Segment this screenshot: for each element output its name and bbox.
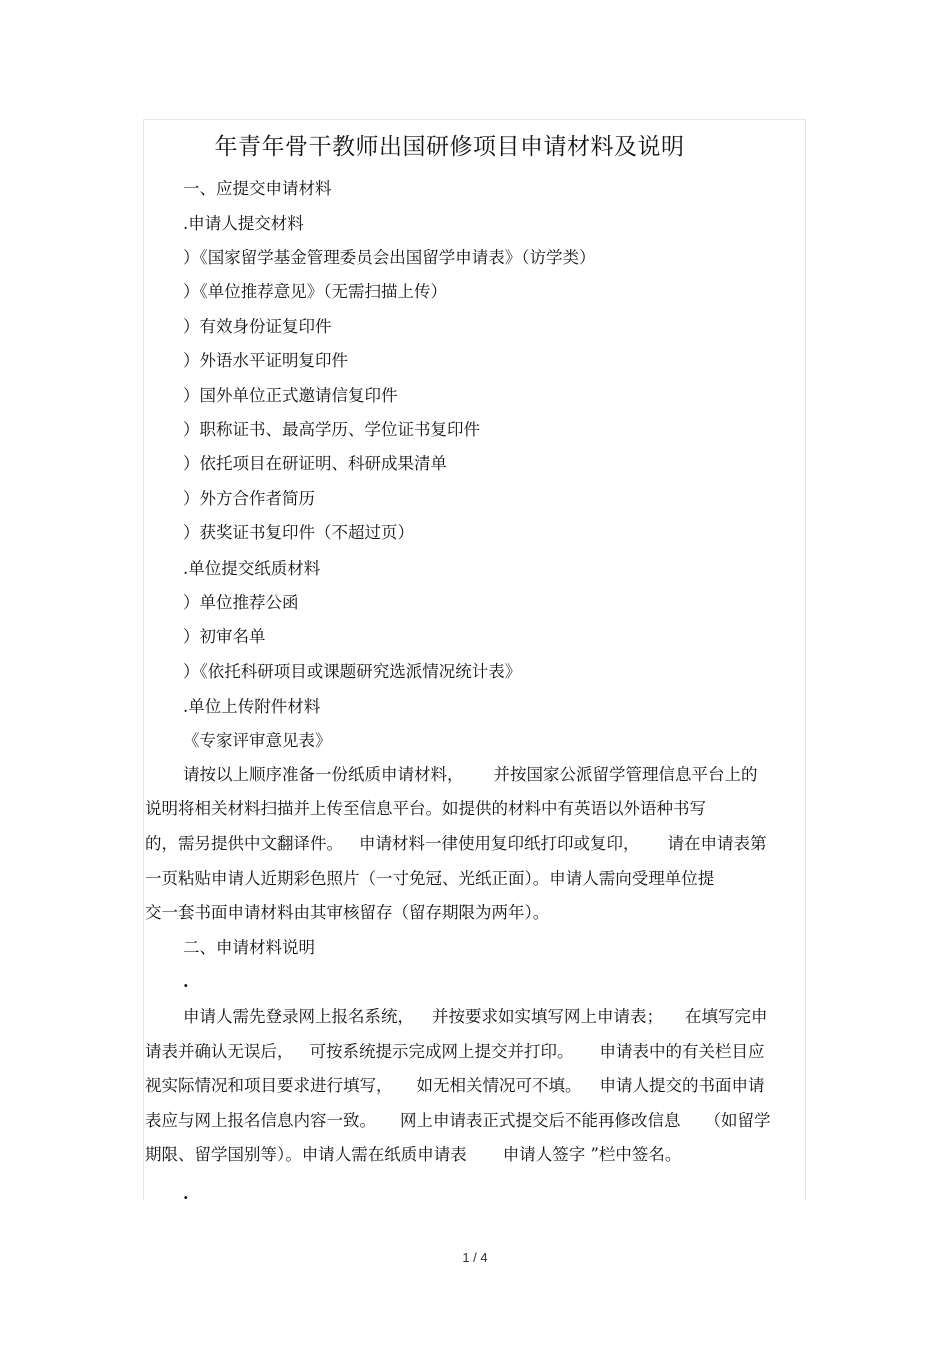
paragraph-line [183,1007,768,1027]
text-run: 如无相关情况可不填。 [416,1076,582,1095]
text-run: 申请表中的有关栏目应 [599,1042,765,1061]
list-item: ）有效身份证复印件 [183,317,332,336]
list-item: ）获奖证书复印件（不超过页） [183,523,414,542]
text-run: 说明将相关材料扫描并上传至信息平台。如提供的材料中有英语以外语种书写 [145,799,706,818]
text-run: 请表并确认无误后， [145,1042,294,1061]
text-run: 请在申请表第 [667,834,767,853]
list-item: ）外方合作者简历 [183,489,315,508]
text-run: （如留学 [704,1111,771,1130]
text-run: 表应与网上报名信息内容一致。 [145,1111,376,1130]
paragraph-line [145,1042,765,1062]
paragraph-line [145,903,549,923]
paragraph-line [145,1076,765,1096]
text-run: 交一套书面申请材料由其审核留存（留存期限为两年）。 [145,903,550,922]
text-run: 在填写完申 [685,1007,768,1026]
numbering-marker: . [183,1184,189,1203]
numbering-marker: . [183,972,189,991]
text-run: 并按要求如实填写网上申请表； [432,1007,663,1026]
list-item: ）职称证书、最高学历、学位证书复印件 [183,420,480,439]
text-run: 可按系统提示完成网上提交并打印。 [309,1042,574,1061]
section-heading-2: 二、申请材料说明 [183,938,315,957]
text-run: 期限、留学国别等）。申请人需在纸质申请表 [145,1145,467,1164]
text-run: 申请人签字 ”栏中签名。 [502,1145,682,1164]
page-indicator: 1 / 4 [462,1250,488,1265]
list-item: ）《单位推荐意见》（无需扫描上传） [183,282,447,301]
text-run: 请按以上顺序准备一份纸质申请材料， [183,765,464,784]
text-run: 申请人需先登录网上报名系统， [183,1007,414,1026]
list-item: ）单位推荐公函 [183,593,299,612]
list-item: ）《依托科研项目或课题研究选派情况统计表》 [183,662,522,681]
text-run: 的，需另提供中文翻译件。 [145,834,343,853]
group-heading-unit-upload: .单位上传附件材料 [183,697,321,716]
list-item: ）《国家留学基金管理委员会出国留学申请表》（访学类） [183,248,596,267]
paragraph-line [145,869,714,889]
list-item: ）初审名单 [183,627,266,646]
text-run: 申请人提交的书面申请 [599,1076,765,1095]
list-item: ）外语水平证明复印件 [183,351,348,370]
paragraph-line [145,1145,681,1165]
list-item: ）国外单位正式邀请信复印件 [183,386,398,405]
text-run: 视实际情况和项目要求进行填写， [145,1076,393,1095]
text-run: 网上申请表正式提交后不能再修改信息 [400,1111,681,1130]
text-run: 并按国家公派留学管理信息平台上的 [493,765,758,784]
text-run: 一页粘贴申请人近期彩色照片（一寸免冠、光纸正面）。申请人需向受理单位提 [145,869,715,888]
paragraph-line [145,1111,771,1131]
list-item: ）依托项目在研证明、科研成果清单 [183,454,447,473]
list-item: 《专家评审意见表》 [183,731,332,750]
paragraph-line [145,834,767,854]
paragraph-line [183,765,758,785]
document-title: 年青年骨干教师出国研修项目申请材料及说明 [214,134,685,160]
section-heading-1: 一、应提交申请材料 [183,179,332,198]
group-heading-unit-paper: .单位提交纸质材料 [183,559,321,578]
text-run: 申请材料一律使用复印纸打印或复印， [359,834,640,853]
group-heading-applicant: .申请人提交材料 [183,214,304,233]
paragraph-line [145,799,706,819]
